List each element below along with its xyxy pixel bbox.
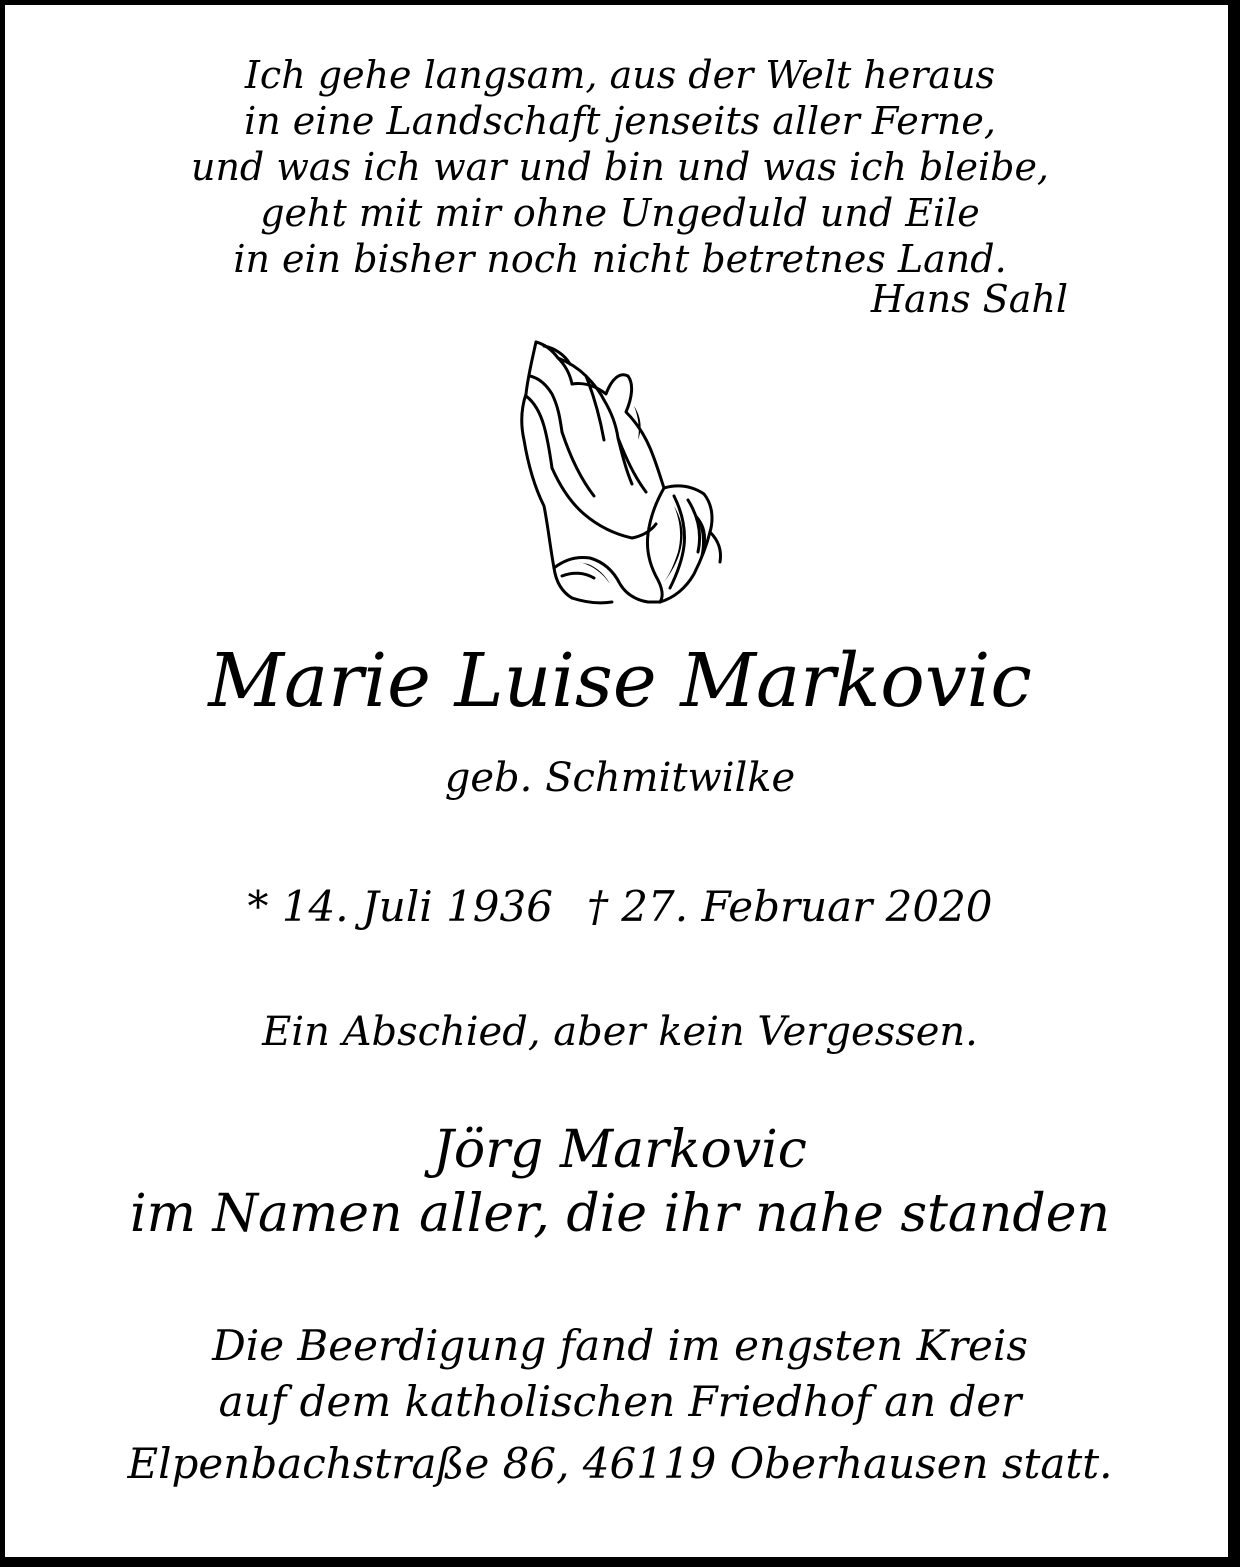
life-dates [0,880,1240,934]
deceased-name: Marie Luise Markovic [208,638,1032,724]
funeral-notice [0,1318,1240,1492]
funeral-line: Elpenbachstraße 86, 46119 Oberhausen statt. [127,1439,1113,1488]
farewell-text: Ein Abschied, aber kein Vergessen. [262,1009,978,1055]
death-date: † 27. Februar 2020 [586,882,993,931]
poem-line: und was ich war und bin und was ich bleibe, [190,145,1050,189]
funeral-line: Die Beerdigung fand im engsten Kreis [212,1321,1028,1370]
signatory-block [0,1118,1240,1246]
birth-name: geb. Schmitwilke [444,755,796,801]
funeral-line: auf dem katholischen Friedhof an der [218,1377,1022,1426]
birth-date: * 14. Juli 1936 [247,882,553,931]
signatory-name: Jörg Markovic [433,1120,807,1180]
praying-hands-icon [514,336,726,606]
poem-line: in eine Landschaft jenseits aller Ferne, [244,99,996,143]
signatory-on-behalf: im Namen aller, die ihr nahe standen [130,1184,1110,1244]
poem-author: Hans Sahl [870,277,1068,321]
poem-line: in ein bisher noch nicht betretnes Land. [233,237,1007,281]
poem-line: Ich gehe langsam, aus der Welt heraus [244,53,996,97]
poem-line: geht mit mir ohne Ungeduld und Eile [260,191,980,235]
poem [0,52,1240,282]
